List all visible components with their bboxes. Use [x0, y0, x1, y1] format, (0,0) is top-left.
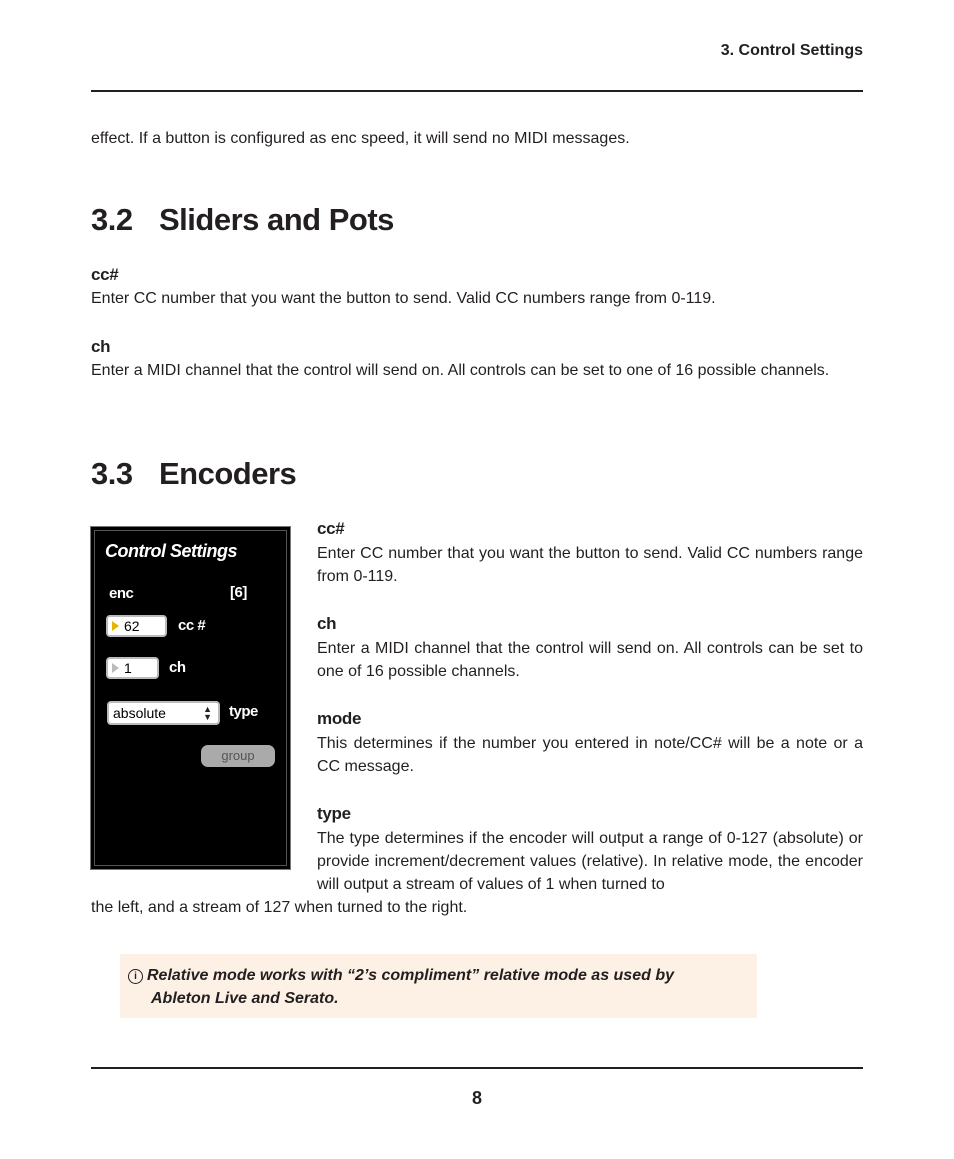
ch-number-box[interactable] — [106, 657, 159, 679]
number-arrow-icon — [112, 663, 119, 673]
note-text — [128, 964, 728, 1010]
section-heading-encoders — [91, 456, 296, 492]
updown-arrows-icon: ▲ ▼ — [203, 704, 212, 722]
group-button[interactable]: group — [201, 745, 275, 767]
section-heading-sliders — [91, 202, 394, 238]
term-enc-ch: ch — [317, 614, 337, 633]
note-line-2: Ableton Live and Serato. — [151, 990, 339, 1007]
control-index-label: [6] — [230, 584, 247, 601]
cc-label: cc # — [178, 617, 206, 634]
term-ch: ch — [91, 337, 111, 356]
running-header: 3. Control Settings — [720, 42, 863, 59]
section-number: 3.2 — [91, 202, 133, 237]
number-arrow-icon — [112, 621, 119, 631]
desc-enc-type: The type determines if the encoder will output a range of 0-127 (absolute) or provide increment/decrement values (relative). In relative mode, the encoder will output a stream of values of 1 when turned to — [317, 830, 863, 893]
cc-number-box[interactable] — [106, 615, 167, 637]
panel-title: Control Settings — [105, 541, 237, 561]
ch-value: 1 — [124, 660, 132, 676]
desc-enc-type-continued: the left, and a stream of 127 when turned to the right. — [91, 899, 468, 916]
type-select[interactable] — [107, 701, 220, 725]
desc-enc-mode: This determines if the number you entered in note/CC# will be a note or a CC message. — [317, 735, 863, 775]
term-cc: cc# — [91, 265, 119, 284]
type-label: type — [229, 703, 258, 720]
section-title: Sliders and Pots — [159, 202, 394, 237]
desc-ch: Enter a MIDI channel that the control will send on. All controls can be set to one of 16 possible channels. — [91, 362, 830, 379]
control-settings-panel — [90, 526, 291, 870]
desc-cc: Enter CC number that you want the button to send. Valid CC numbers range from 0-119. — [91, 290, 716, 307]
cc-value: 62 — [124, 618, 140, 634]
header-rule — [91, 90, 863, 92]
desc-enc-ch: Enter a MIDI channel that the control will send on. All controls can be set to one of 16 possible channels. — [317, 640, 863, 680]
footer-rule — [91, 1067, 863, 1069]
type-value: absolute — [113, 705, 166, 721]
ch-label: ch — [169, 659, 186, 676]
section-title: Encoders — [159, 456, 297, 491]
term-enc-mode: mode — [317, 709, 362, 728]
intro-paragraph: effect. If a button is configured as enc speed, it will send no MIDI messages. — [91, 130, 630, 147]
term-enc-cc: cc# — [317, 519, 345, 538]
note-line-1: Relative mode works with “2’s compliment” relative mode as used by — [147, 967, 674, 984]
page-number: 8 — [471, 1088, 482, 1108]
desc-enc-cc: Enter CC number that you want the button to send. Valid CC numbers range from 0-119. — [317, 545, 863, 585]
control-type-label: enc — [109, 585, 134, 602]
section-number: 3.3 — [91, 456, 133, 491]
note-callout — [120, 954, 757, 1018]
panel-frame — [94, 530, 287, 866]
info-icon: i — [128, 969, 143, 984]
term-enc-type: type — [317, 804, 351, 823]
